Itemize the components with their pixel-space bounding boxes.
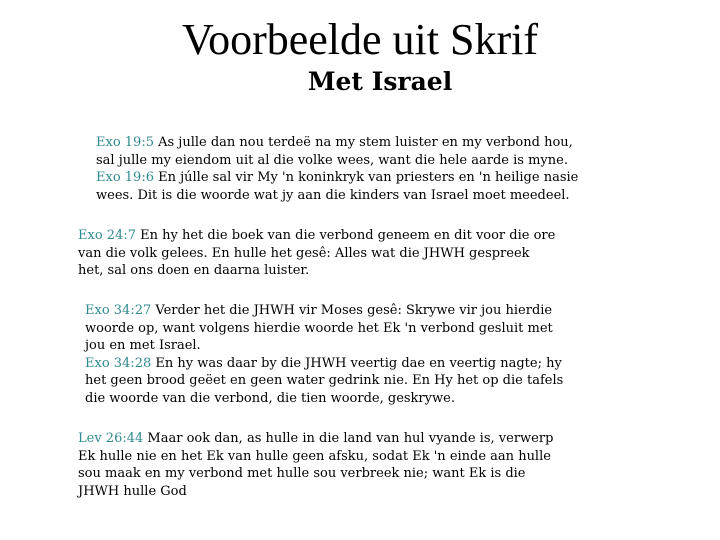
- verse-text: sou maak en my verbond met hulle sou verbreek nie; want Ek is die: [78, 466, 526, 481]
- verse-text: het, sal ons doen en daarna luister.: [78, 263, 310, 278]
- scripture-block-exodus-19: [96, 134, 578, 204]
- verse-reference: Exo 19:5: [96, 135, 154, 150]
- verse-text: het geen brood geëet en geen water gedrink nie. En Hy het op die tafels: [85, 373, 564, 388]
- scripture-block-leviticus-26: [78, 430, 553, 500]
- verse-reference: Exo 34:27: [85, 303, 152, 318]
- verse-reference: Lev 26:44: [78, 431, 144, 446]
- verse-text: JHWH hulle God: [78, 483, 187, 499]
- verse-text: wees. Dit is die woorde wat jy aan die kinders van Israel moet meedeel.: [96, 187, 570, 203]
- verse-text: As julle dan nou terdeë na my stem luister en my verbond hou,: [153, 135, 573, 150]
- verse-text: die woorde van die verbond, die tien woorde, geskrywe.: [85, 390, 455, 406]
- verse-text: Maar ook dan, as hulle in die land van hul vyande is, verwerp: [143, 431, 554, 446]
- verse-reference: Exo 34:28: [85, 355, 152, 371]
- slide-subtitle: Met Israel: [307, 67, 453, 96]
- scripture-line: [78, 430, 553, 448]
- scripture-line: [85, 355, 563, 373]
- scripture-line: [85, 302, 563, 320]
- verse-text: En júlle sal vir My 'n koninkryk van priesters en 'n heilige nasie: [153, 170, 579, 185]
- verse-reference: Exo 24:7: [78, 228, 136, 243]
- verse-text: En hy het die boek van die verbond geneem en dit voor die ore: [135, 228, 556, 243]
- verse-text: van die volk gelees. En hulle het gesê: Alles wat die JHWH gespreek: [78, 245, 530, 261]
- verse-text: woorde op, want volgens hierdie woorde het Ek 'n verbond gesluit met: [85, 320, 553, 336]
- scripture-block-exodus-34: [85, 302, 563, 407]
- verse-text: Verder het die JHWH vir Moses gesê: Skrywe vir jou hierdie: [151, 303, 553, 318]
- verse-text: sal julle my eiendom uit al die volke wees, want die hele aarde is myne.: [96, 152, 568, 168]
- scripture-line: [96, 169, 578, 187]
- scripture-line: [78, 227, 555, 245]
- slide-title: Voorbeelde uit Skrif: [181, 15, 539, 64]
- verse-text: En hy was daar by die JHWH veertig dae en veertig nagte; hy: [151, 355, 562, 371]
- verse-text: Ek hulle nie en het Ek van hulle geen afsku, sodat Ek 'n einde aan hulle: [78, 448, 551, 464]
- scripture-block-exodus-24: [78, 227, 555, 280]
- verse-reference: Exo 19:6: [96, 170, 154, 185]
- verse-text: jou en met Israel.: [85, 338, 201, 353]
- scripture-line: [96, 134, 578, 152]
